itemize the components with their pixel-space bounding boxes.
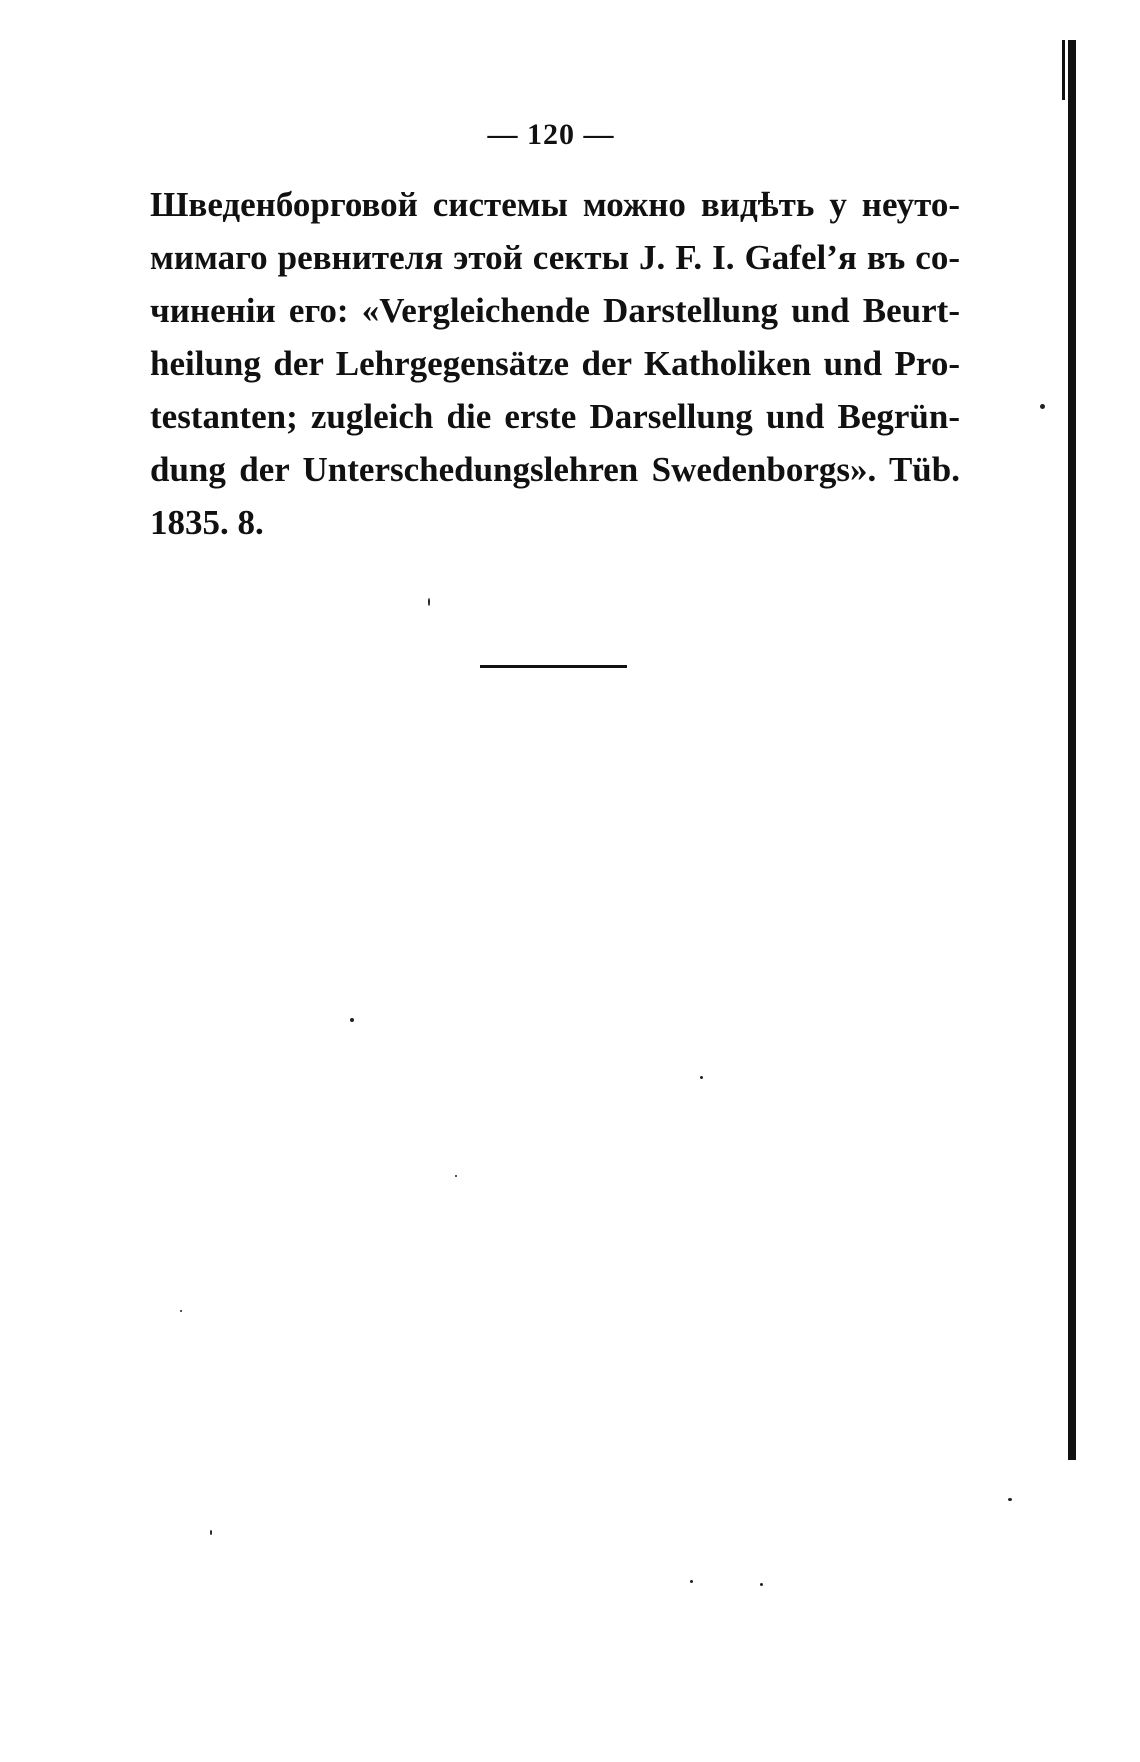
scan-speck bbox=[1040, 404, 1045, 409]
scan-speck bbox=[180, 1310, 182, 1312]
text-line: testanten; zugleich die erste Darsellung und Begrün- bbox=[150, 397, 960, 436]
scan-speck bbox=[1008, 1498, 1012, 1501]
page-number: — 120 — bbox=[487, 118, 615, 151]
text-line: мимаго ревнителя этой секты J. F. I. Gafel’я въ со- bbox=[150, 238, 960, 277]
text-line: Шведенборговой системы можно видѣть у неуто- bbox=[150, 185, 960, 224]
scan-speck bbox=[700, 1076, 703, 1079]
scan-speck bbox=[428, 598, 430, 606]
text-line: heilung der Lehrgegensätze der Katholiken und Pro- bbox=[150, 344, 960, 383]
scan-speck bbox=[350, 1018, 354, 1022]
text-line: 1835. 8. bbox=[150, 503, 264, 542]
scan-speck bbox=[455, 1175, 457, 1177]
text-line: чиненіи его: «Vergleichende Darstellung und Beurt- bbox=[150, 291, 960, 330]
page-edge-shadow bbox=[1068, 40, 1076, 1460]
scan-speck bbox=[210, 1530, 212, 1535]
text-line: dung der Unterschedungslehren Swedenborgs». Tüb. bbox=[150, 450, 960, 489]
section-divider-rule bbox=[480, 665, 627, 668]
scan-speck bbox=[690, 1580, 693, 1583]
page-edge-mark bbox=[1062, 40, 1065, 100]
scan-speck bbox=[760, 1583, 763, 1586]
footnote-text bbox=[150, 178, 960, 549]
